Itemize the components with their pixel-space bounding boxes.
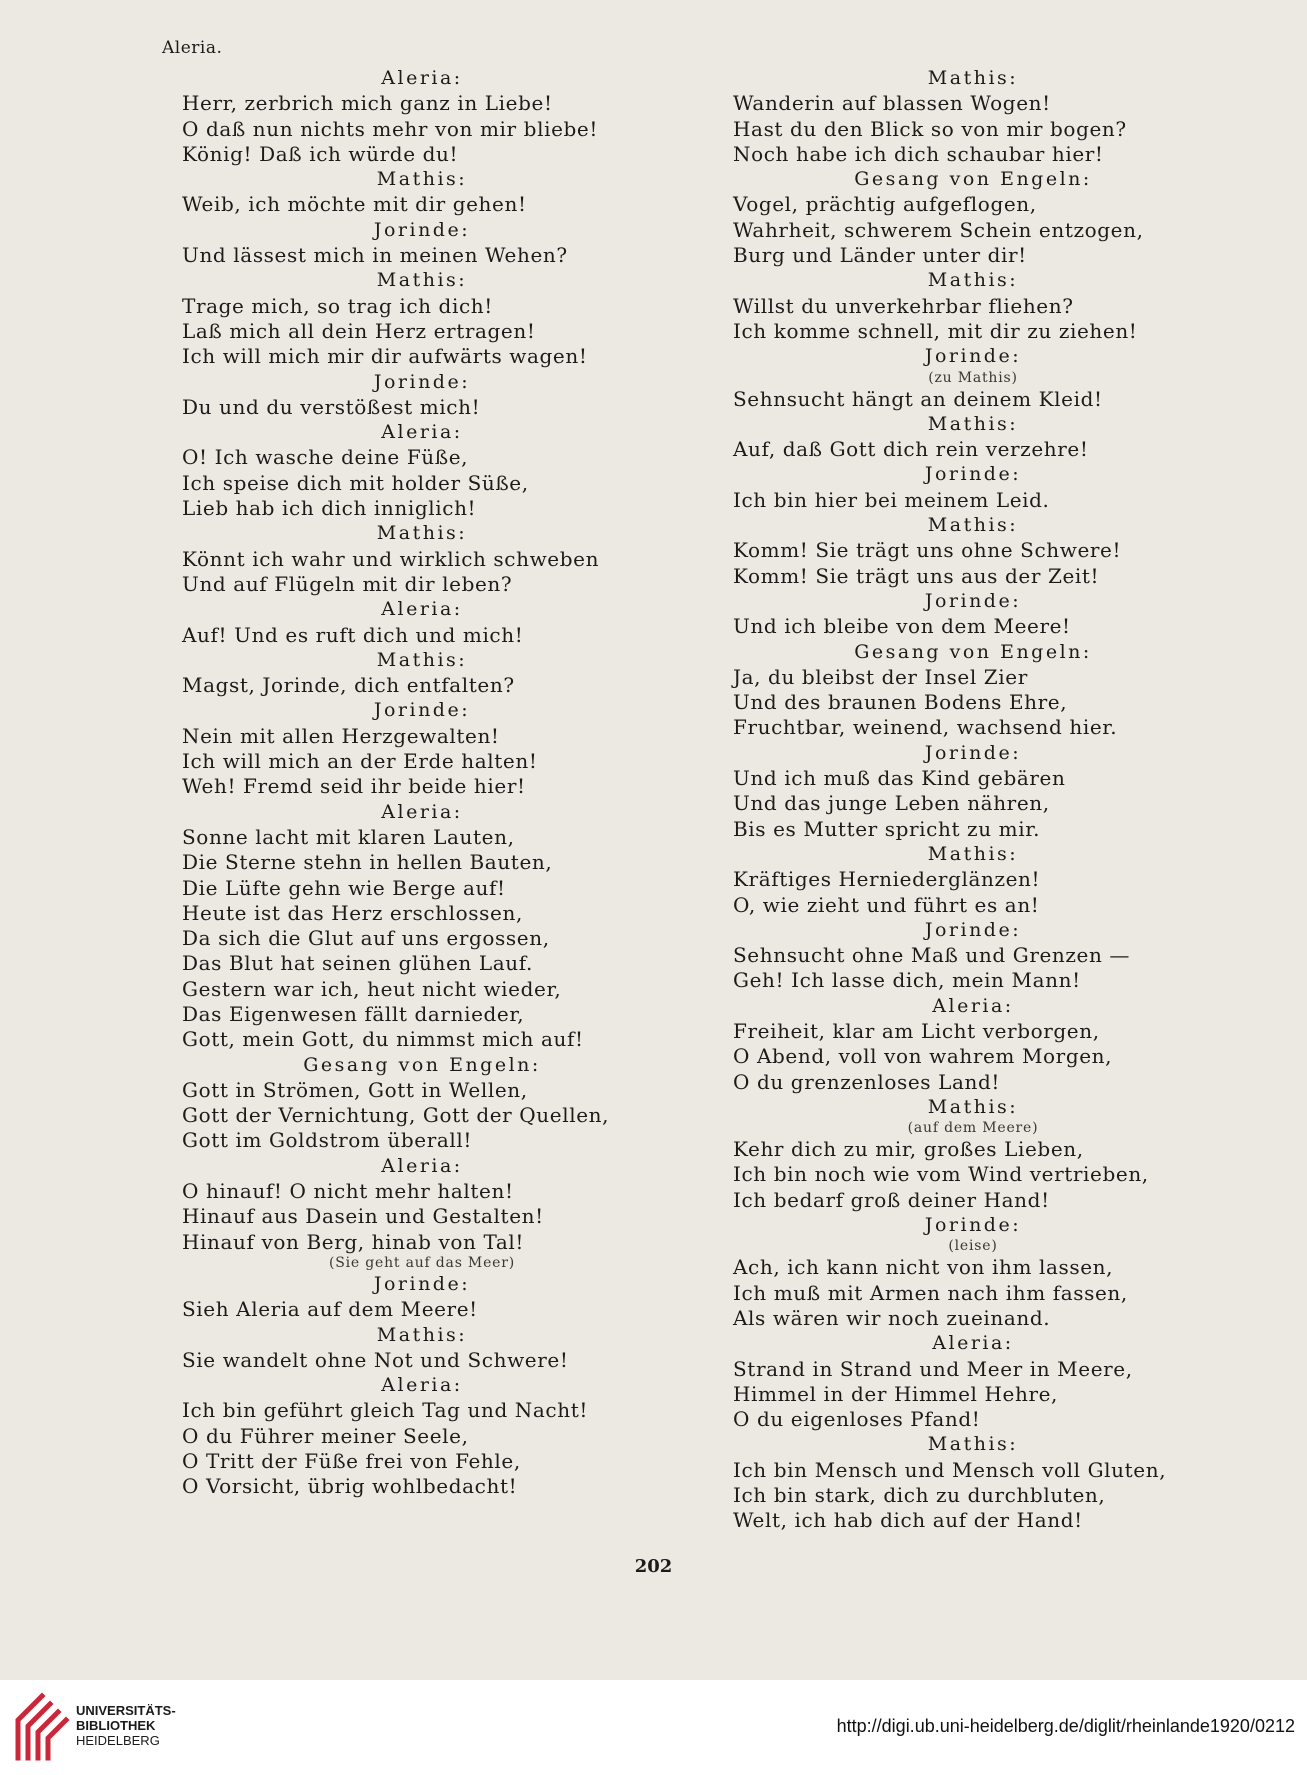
verse-line: Das Eigenwesen fällt darnieder, [182,1001,525,1026]
verse-line: Sie wandelt ohne Not und Schwere! [182,1347,569,1372]
verse-line: Himmel in der Himmel Hehre, [733,1381,1059,1406]
verse-line: Komm! Sie trägt uns aus der Zeit! [733,563,1100,588]
verse-line: Ich bin hier bei meinem Leid. [733,487,1050,512]
verse-line: Geh! Ich lasse dich, mein Mann! [733,968,1081,993]
verse-line: Ich will mich an der Erde halten! [182,749,538,774]
speaker-name: Mathis: [927,1095,1019,1118]
stage-direction: (auf dem Meere) [907,1120,1039,1137]
speaker-name: Aleria: [381,598,463,621]
speaker-name: Mathis: [927,514,1019,537]
speaker-name: Jorinde: [924,589,1022,612]
source-url-link[interactable]: http://digi.ub.uni-heidelberg.de/diglit/rheinlande1920/0212 [836,1716,1295,1736]
speaker-name: Gesang von Engeln: [854,640,1092,663]
verse-line: Ich speise dich mit holder Süße, [182,470,529,495]
verse-line: Ich komme schnell, mit dir zu ziehen! [733,318,1138,343]
speaker-name: Gesang von Engeln: [303,1053,541,1076]
verse-line: Und des braunen Bodens Ehre, [733,690,1068,715]
verse-line: Ja, du bleibst der Insel Zier [733,664,1028,689]
verse-line: Und auf Flügeln mit dir leben? [182,571,513,596]
verse-line: Fruchtbar, weinend, wachsend hier. [733,715,1118,740]
verse-line: Ich bin stark, dich zu durchbluten, [733,1483,1106,1508]
stage-direction: (zu Mathis) [928,369,1018,386]
verse-line: Noch habe ich dich schaubar hier! [733,141,1104,166]
verse-line: Die Lüfte gehn wie Berge auf! [182,875,506,900]
right-column [733,66,1167,1534]
verse-line: Sehnsucht hängt an deinem Kleid! [733,386,1103,411]
verse-line: Wahrheit, schwerem Schein entzogen, [733,217,1144,242]
verse-line: Heute ist das Herz erschlossen, [182,900,523,925]
verse-line: O daß nun nichts mehr von mir bliebe! [182,116,598,141]
verse-line: Welt, ich hab dich auf der Hand! [733,1508,1083,1533]
verse-line: Herr, zerbrich mich ganz in Liebe! [182,91,553,116]
verse-line: Hinauf von Berg, hinab von Tal! [182,1229,525,1254]
verse-line: Sieh Aleria auf dem Meere! [182,1297,478,1322]
verse-line: Bis es Mutter spricht zu mir. [733,816,1041,841]
speaker-name: Gesang von Engeln: [854,168,1092,191]
verse-line: Burg und Länder unter dir! [733,243,1027,268]
verse-line: Als wären wir noch zueinand. [733,1305,1051,1330]
page-number: 202 [634,1556,673,1577]
verse-line: Die Sterne stehn in hellen Bauten, [182,850,553,875]
speaker-name: Mathis: [376,522,468,545]
verse-line: König! Daß ich würde du! [182,141,459,166]
verse-line: Du und du verstößest mich! [182,394,481,419]
verse-line: Und das junge Leben nähren, [733,791,1050,816]
verse-line: Weib, ich möchte mit dir gehen! [182,192,527,217]
speaker-name: Mathis: [376,1323,468,1346]
verse-line: Magst, Jorinde, dich entfalten? [182,673,515,698]
verse-line: Und lässest mich in meinen Wehen? [182,243,568,268]
running-head: Aleria. [162,38,223,58]
verse-line: O du eigenloses Pfand! [733,1407,981,1432]
verse-line: Gott in Strömen, Gott in Wellen, [182,1077,528,1102]
verse-line: Nein mit allen Herzgewalten! [182,723,500,748]
verse-line: O! Ich wasche deine Füße, [182,445,469,470]
stage-direction: (Sie geht auf das Meer) [328,1254,515,1271]
verse-line: Hast du den Blick so von mir bogen? [733,116,1127,141]
speaker-name: Mathis: [927,842,1019,865]
speaker-name: Aleria: [381,1374,463,1397]
verse-line: Kehr dich zu mir, großes Lieben, [733,1137,1084,1162]
verse-line: O hinauf! O nicht mehr halten! [182,1179,514,1204]
library-name-line-3: HEIDELBERG [76,1733,160,1748]
verse-line: Gestern war ich, heut nicht wieder, [182,976,562,1001]
speaker-name: Jorinde: [373,370,471,393]
verse-line: Vogel, prächtig aufgeflogen, [733,192,1037,217]
verse-line: Auf! Und es ruft dich und mich! [182,622,524,647]
speaker-name: Jorinde: [373,218,471,241]
speaker-name: Mathis: [927,269,1019,292]
verse-line: Ich bin geführt gleich Tag und Nacht! [182,1398,588,1423]
verse-line: Ich muß mit Armen nach ihm fassen, [733,1280,1128,1305]
verse-line: Komm! Sie trägt uns ohne Schwere! [733,538,1122,563]
speaker-name: Aleria: [381,800,463,823]
stage-direction: (leise) [948,1238,998,1255]
verse-line: O du grenzenloses Land! [733,1069,1001,1094]
verse-line: Ich will mich mir dir aufwärts wagen! [182,344,588,369]
library-name-line-2: BIBLIOTHEK [76,1718,156,1733]
verse-line: Auf, daß Gott dich rein verzehre! [733,437,1089,462]
verse-line: O, wie zieht und führt es an! [733,892,1040,917]
verse-line: O Tritt der Füße frei von Fehle, [182,1449,521,1474]
left-column [182,66,610,1500]
speaker-name: Jorinde: [924,1214,1022,1237]
verse-line: Sonne lacht mit klaren Lauten, [182,824,515,849]
verse-line: Ich bin Mensch und Mensch voll Gluten, [733,1457,1167,1482]
verse-line: Weh! Fremd seid ihr beide hier! [182,774,526,799]
speaker-name: Aleria: [381,421,463,444]
verse-line: O du Führer meiner Seele, [182,1423,469,1448]
speaker-name: Aleria: [381,67,463,89]
verse-line: Und ich muß das Kind gebären [733,766,1066,791]
verse-line: Strand in Strand und Meer in Meere, [733,1356,1133,1381]
library-name-line-1: UNIVERSITÄTS- [76,1703,176,1718]
speaker-name: Aleria: [932,1332,1014,1355]
speaker-name: Jorinde: [373,1272,471,1295]
verse-line: Trage mich, so trag ich dich! [182,293,493,318]
verse-line: Laß mich all dein Herz ertragen! [182,318,536,343]
speaker-name: Mathis: [376,648,468,671]
verse-line: Das Blut hat seinen glühen Lauf. [182,951,533,976]
verse-line: Und ich bleibe von dem Meere! [733,614,1071,639]
verse-line: Könnt ich wahr und wirklich schweben [182,546,600,571]
verse-line: Hinauf aus Dasein und Gestalten! [182,1204,544,1229]
verse-line: Kräftiges Herniederglänzen! [733,867,1041,892]
verse-line: Da sich die Glut auf uns ergossen, [182,926,550,951]
verse-line: Willst du unverkehrbar fliehen? [733,293,1074,318]
speaker-name: Jorinde: [924,463,1022,486]
verse-line: Lieb hab ich dich inniglich! [182,496,477,521]
speaker-name: Mathis: [376,168,468,191]
verse-line: O Vorsicht, übrig wohlbedacht! [182,1474,518,1499]
speaker-name: Jorinde: [373,699,471,722]
speaker-name: Jorinde: [924,345,1022,368]
speaker-name: Aleria: [381,1154,463,1177]
verse-line: Gott der Vernichtung, Gott der Quellen, [182,1103,610,1128]
speaker-name: Mathis: [927,67,1019,89]
verse-line: Gott, mein Gott, du nimmst mich auf! [182,1027,584,1052]
verse-line: Ach, ich kann nicht von ihm lassen, [733,1255,1114,1280]
verse-line: Gott im Goldstrom überall! [182,1128,473,1153]
verse-line: O Abend, voll von wahrem Morgen, [733,1044,1113,1069]
speaker-name: Mathis: [927,412,1019,435]
speaker-name: Aleria: [932,994,1014,1017]
verse-line: Ich bedarf groß deiner Hand! [733,1187,1050,1212]
speaker-name: Mathis: [376,269,468,292]
verse-line: Freiheit, klar am Licht verborgen, [733,1018,1100,1043]
speaker-name: Jorinde: [924,918,1022,941]
library-name [76,1703,176,1748]
verse-line: Sehnsucht ohne Maß und Grenzen — [733,943,1131,968]
digitization-footer [0,1680,1307,1775]
verse-line: Wanderin auf blassen Wogen! [733,91,1051,116]
university-library-logo-icon [12,1688,72,1764]
speaker-name: Jorinde: [924,741,1022,764]
speaker-name: Mathis: [927,1433,1019,1456]
verse-line: Ich bin noch wie vom Wind vertrieben, [733,1162,1149,1187]
